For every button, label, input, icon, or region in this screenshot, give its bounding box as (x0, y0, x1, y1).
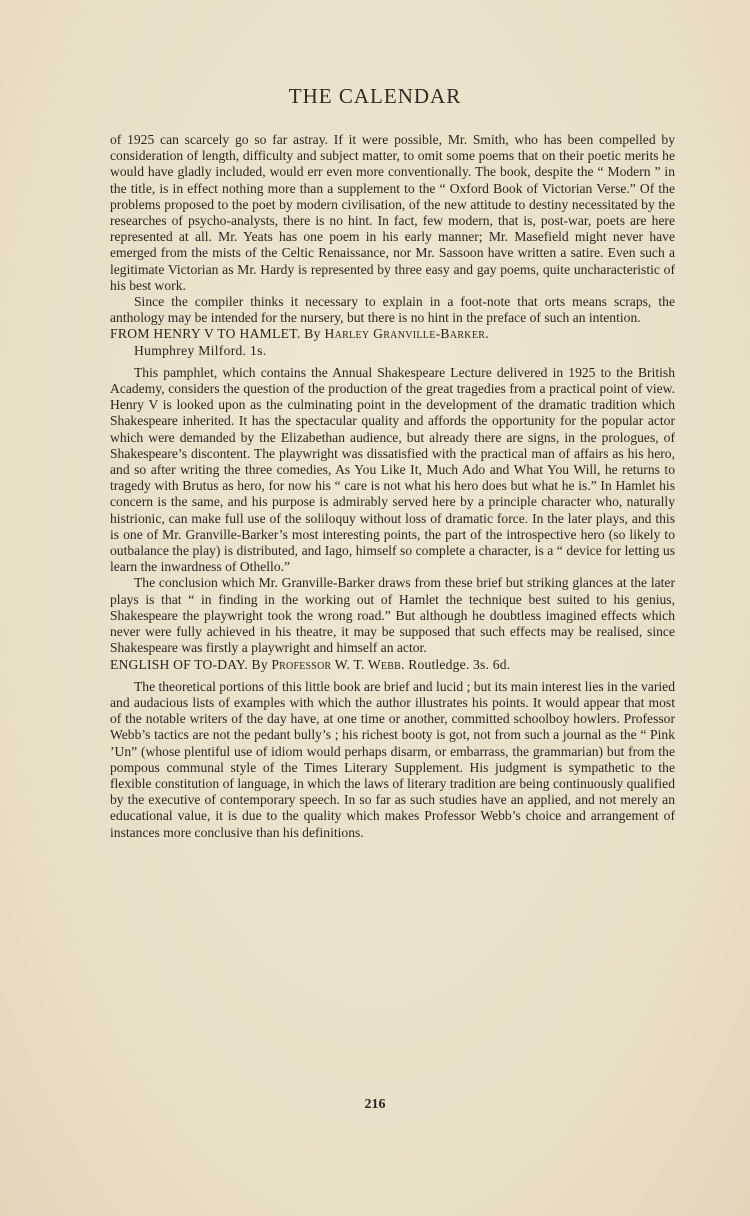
paragraph-pamphlet: This pamphlet, which contains the Annual Shakespeare Lecture delivered in 1925 to the British Academy, considers the question of the production of the great tragedies from a practical point of view. Henry V is looked upon as the culminating point in the development of the dramatic tradition which Shakespeare inherited. It has the spectacular quality and affords the opportunity for the popular actor which were demanded by the Elizabethan audience, but already there are signs, in the prologues, of Shakespeare’s discontent. The playwright was dissatisfied with the practical man of affairs as his hero, and so after writing the three comedies, As You Like It, Much Ado and What You Will, he returns to tragedy with Brutus as hero, for now his “ care is not what his hero does but what he is.” In Hamlet his concern is the same, and his purpose is admirably served here by a principle character who, naturally histrionic, can make full use of the soliloquy without loss of dramatic force. In the later plays, and this is one of Mr. Granville-Barker’s most interesting points, the part of the introspective hero (so likely to outbalance the play) is distributed, and Iago, himself so complete a character, is a “ device for letting us learn the inwardness of Othello.” (110, 364, 675, 575)
review-by: By (251, 656, 268, 672)
review-author: Professor W. T. Webb. (271, 656, 405, 672)
review-title: ENGLISH OF TO-DAY. (110, 656, 248, 672)
text-column (110, 132, 675, 841)
review-heading-english (110, 657, 675, 673)
paragraph-webb: The theoretical portions of this little book are brief and lucid ; but its main interest lies in the varied and audacious lists of examples with which the author illustrates his points. It would appear that most of the notable writers of the day have, at one time or another, committed schoolboy howlers. Professor Webb’s tactics are not the pedant bully’s ; his richest booty is got, not from such a journal as the “ Pink ’Un” (whose plentiful use of idiom would perhaps disarm, or embarrass, the grammarian) but from the pompous communal style of the Times Literary Supplement. His judgment is sympathetic to the flexible constitution of language, in which the laws of literary tradition are being continuously qualified by the executive of contemporary speech. In so far as such studies have an applied, and not merely an educational value, it is due to the quality which makes Professor Webb’s choice and arrangement of instances more conclusive than his definitions. (110, 678, 675, 840)
running-title: THE CALENDAR (288, 84, 462, 108)
review-publisher: Routledge. 3s. 6d. (408, 656, 511, 672)
review-heading-henry-v (110, 326, 675, 358)
review-publisher: Humphrey Milford. 1s. (134, 342, 267, 358)
paragraph-conclusion: The conclusion which Mr. Granville-Barker draws from these brief but striking glances at the later plays is that “ in finding in the working out of Hamlet the technique best suited to his genius, Shakespeare the playwright took the wrong road.” But although he doubtless imagined effects which never were fully achieved in his theatre, it may be supposed that such effects may be realised, since Shakespeare was firstly a playwright and himself an actor. (110, 575, 675, 656)
page-number: 216 (364, 1097, 386, 1112)
paragraph-continued: of 1925 can scarcely go so far astray. If it were possible, Mr. Smith, who has been compelled by consideration of length, difficulty and subject matter, to omit some poems that on their poetic merits he would have gladly included, would err even more conventionally. The book, despite the “ Modern ” in the title, is in effect nothing more than a supplement to the “ Oxford Book of Victorian Verse.” Of the problems proposed to the poet by modern civilisation, of the new attitude to destiny necessitated by the researches of psycho-analysts, there is no hint. In fact, few modern, that is, post-war, poets are here represented at all. Mr. Yeats has one poem in his early manner; Mr. Masefield might never have emerged from the mists of the Celtic Renaissance, nor Mr. Sassoon have written a satire. Even such a legitimate Victorian as Mr. Hardy is represented by three easy and gay poems, quite uncharacteristic of his best work. (110, 132, 675, 293)
review-by: By (304, 326, 321, 342)
paragraph-orts: Since the compiler thinks it necessary to explain in a foot-note that orts means scraps, the anthology may be intended for the nursery, but there is no hint in the preface of such an intention. (110, 294, 675, 326)
review-author: Harley Granville-Barker. (324, 326, 489, 342)
review-title: FROM HENRY V TO HAMLET. (110, 326, 301, 342)
